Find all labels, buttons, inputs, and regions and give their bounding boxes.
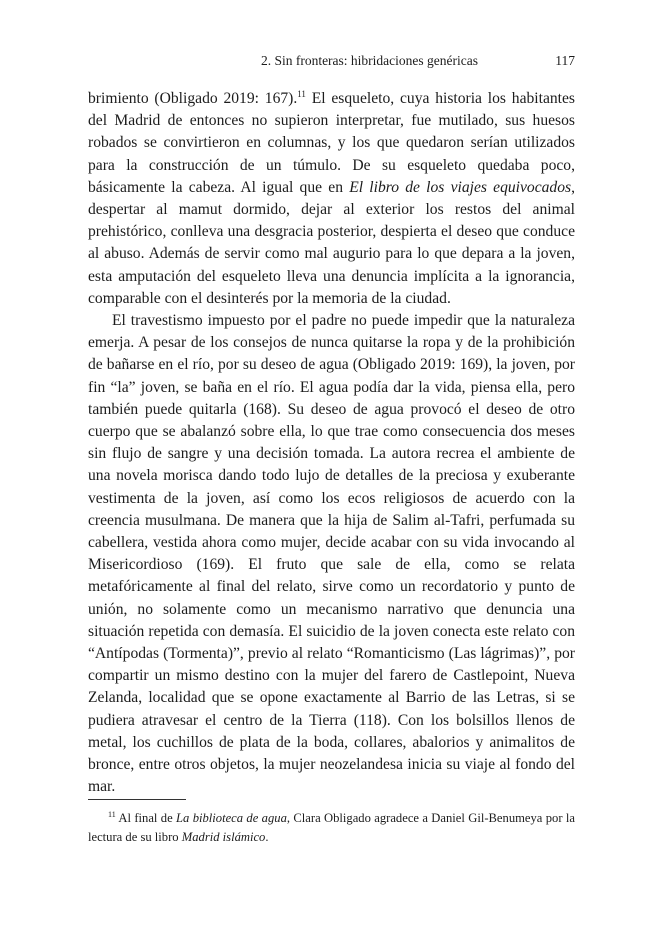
page-number: 117	[555, 53, 575, 68]
footnote-title-1: La biblioteca de agua	[176, 811, 287, 825]
running-title: 2. Sin fronteras: hibridaciones genéricas	[260, 53, 478, 68]
paragraph-1-text-a: brimiento (Obligado 2019: 167).	[88, 90, 298, 107]
footnote	[88, 809, 575, 847]
footnote-text-b: , Clara Obligado agradece a Daniel Gil-Benumeya por la lectura de su libro	[88, 811, 575, 844]
paragraph-2: El travestismo impuesto por el padre no puede impedir que la naturaleza emerja. A pesar de los consejos de nunca quitarse la ropa y de la prohibición de bañarse en el río, por su deseo de agua (Obligado 2019: 169), la joven, por fin “la” joven, se baña en el río. El agua podía dar la vida, piensa ella, pero también puede quitarla (168). Su deseo de agua provocó el deseo de otro cuerpo que se abalanzó sobre ella, lo que trae como consecuencia dos meses sin flujo de sangre y una decisión tomada. La autora recrea el ambiente de una novela morisca dando todo lujo de detalles de la preciosa y exuberante vestimenta de la joven, así como los ecos religiosos de acuerdo con la creencia musulmana. De manera que la hija de Salim al-Tafri, perfumada su cabellera, vestida ahora como mujer, decide acabar con su vida invocando al Misericordioso (169). El fruto que sale de ella, como se relata metafóricamente al final del relato, sirve como un recordatorio y punto de unión, no solamente como un mecanismo narrativo que denuncia una situación repetida con demasía. El suicidio de la joven conecta este relato con “Antípodas (Tormenta)”, previo al relato “Romanticismo (Las lágrimas)”, por compartir un mismo destino con la mujer del farero de Castlepoint, Nueva Zelanda, localidad que se opone exactamente al Barrio de las Letras, si se pudiera atravesar el centro de la Tierra (118). Con los bolsillos llenos de metal, los cuchillos de plata de la boda, collares, abalorios y animalitos de bronce, entre otros objetos, la mujer neozelandesa inicia su viaje al fondo del mar.	[88, 312, 575, 796]
paragraph-1-text-b: El esqueleto, cuya historia los habitantes del Madrid de entonces no supieron interpretar, fue mutilado, sus huesos robados se convirtieron en columnas, y los que quedaron serían utilizados para la construcción de un túmulo. De su esqueleto quedaba poco, básicamente la cabeza. Al igual que en	[88, 90, 575, 196]
paragraph-1-text-c: , despertar al mamut dormido, dejar al exterior los restos del animal prehistórico, conlleva una desgracia posterior, despierta el deseo que conduce al abuso. Además de servir como mal augurio para lo que depara a la joven, esta amputación del esqueleto lleva una denuncia implícita a la ignorancia, comparable con el desinterés por la memoria de la ciudad.	[88, 178, 575, 307]
footnote-separator	[88, 799, 186, 800]
running-head	[88, 53, 575, 73]
body-text	[88, 88, 575, 799]
footnote-number: 11	[108, 809, 116, 819]
paragraph-1	[88, 88, 575, 310]
book-title-italic: El libro de los viajes equivocados	[349, 178, 572, 196]
footnote-text-a: Al final de	[115, 811, 177, 825]
footnote-text-c: .	[265, 830, 269, 844]
footnote-title-2: Madrid islámico	[181, 830, 266, 844]
footnote-reference: 11	[297, 88, 306, 99]
